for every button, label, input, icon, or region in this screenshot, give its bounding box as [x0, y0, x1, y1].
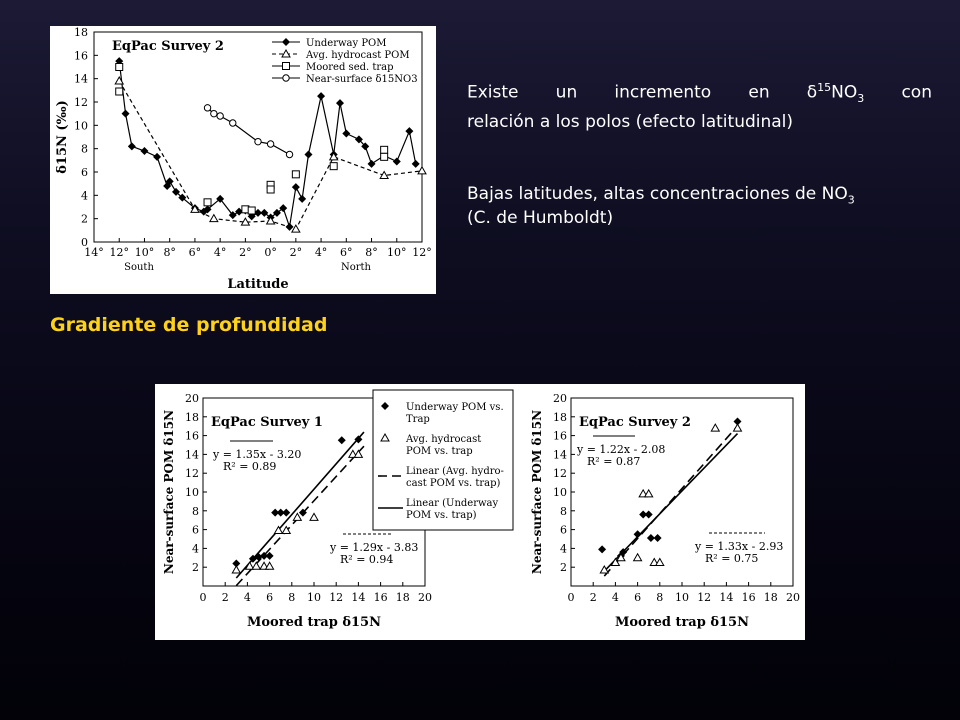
data-point [304, 151, 312, 159]
data-point [317, 92, 325, 100]
data-point [330, 163, 337, 170]
data-point [210, 215, 218, 222]
data-point [293, 513, 301, 520]
x-tick-label: 18 [763, 591, 778, 604]
annotation-r2: R² = 0.94 [340, 553, 394, 566]
data-point [298, 195, 306, 203]
data-point [381, 146, 388, 153]
y-tick-label: 12 [553, 467, 567, 481]
data-point [734, 424, 742, 431]
x-tick-label: 18 [395, 591, 410, 604]
series-line [119, 81, 422, 229]
x-tick-label: 4 [611, 591, 619, 604]
data-point [122, 110, 130, 118]
annotation-r2: R² = 0.89 [223, 460, 277, 473]
y-tick-label: 18 [553, 410, 567, 424]
data-point [418, 167, 426, 174]
legend-marker [283, 75, 289, 81]
x-sublabel-south: South [124, 262, 154, 273]
annotation-equation: y = 1.29x - 3.83 [330, 541, 419, 554]
x-tick-label: 12 [329, 591, 344, 604]
x-tick-label: 0 [199, 591, 207, 604]
y-tick-label: 8 [560, 504, 567, 518]
y-tick-label: 16 [185, 429, 199, 443]
y-tick-label: 2 [560, 561, 567, 575]
annotation-equation: y = 1.33x - 2.93 [695, 540, 784, 553]
text-line-2: relación a los polos (efecto latitudinal) [467, 112, 794, 132]
legend-label: Underway POM vs. [406, 402, 504, 413]
data-point [204, 105, 210, 111]
chart-title: EqPac Survey 2 [579, 415, 691, 430]
y-tick-label: 16 [553, 429, 567, 443]
x-tick-label: 6° [188, 246, 202, 259]
y-tick-label: 4 [192, 542, 199, 556]
x-tick-label: 20 [418, 591, 432, 604]
y-tick-label: 20 [185, 392, 199, 405]
data-point [412, 160, 420, 168]
legend-label: Linear (Avg. hydro- [406, 466, 504, 477]
series-1 [115, 77, 426, 232]
data-point [368, 160, 376, 168]
x-tick-label: 10 [675, 591, 689, 604]
data-point [405, 127, 413, 135]
scatter-charts-panel [155, 384, 805, 640]
y-tick-label: 10 [553, 486, 567, 499]
x-tick-label: 2 [589, 591, 597, 604]
x-tick-label: 10 [307, 591, 321, 604]
legend [272, 38, 418, 85]
x-tick-label: 12° [109, 246, 129, 259]
x-tick-label: 12 [697, 591, 712, 604]
data-point [232, 566, 240, 573]
latitude-chart-panel [50, 26, 436, 294]
data-point [116, 88, 123, 95]
x-tick-label: 10° [387, 246, 407, 259]
y-tick-label: 14 [185, 448, 199, 462]
latitude-chart [50, 26, 436, 294]
x-tick-label: 0 [567, 591, 575, 604]
x-tick-label: 2 [221, 591, 229, 604]
data-point [342, 130, 350, 138]
data-point [286, 151, 292, 157]
section-heading: Gradiente de profundidad [50, 314, 328, 336]
y-axis-label: Near-surface POM δ15N [530, 409, 544, 575]
x-tick-label: 6 [634, 591, 642, 604]
data-point [338, 436, 346, 444]
legend-label: POM vs. trap) [406, 510, 477, 521]
text-line-4: (C. de Humboldt) [467, 208, 614, 228]
x-tick-label: 0° [264, 246, 277, 259]
data-point [393, 158, 401, 166]
x-tick-label: 8° [365, 246, 378, 259]
data-point [354, 450, 362, 457]
x-tick-label: 12° [412, 246, 432, 259]
y-tick-label: 18 [185, 410, 199, 424]
scatter-chart [530, 392, 800, 630]
data-point [381, 153, 388, 160]
x-sublabel-north: North [340, 262, 372, 273]
x-tick-label: 14 [719, 591, 734, 604]
series-2 [116, 64, 388, 215]
legend-label: Near-surface δ15NO3 [306, 74, 418, 85]
y-tick-label: 14 [553, 448, 567, 462]
text-line-3: Bajas latitudes, altas concentraciones de $NO_3$ [467, 184, 855, 207]
data-point [711, 424, 719, 431]
y-tick-label: 18 [74, 26, 88, 39]
x-tick-label: 6 [266, 591, 274, 604]
annotation-equation: y = 1.35x - 3.20 [213, 448, 302, 461]
x-axis-label: Moored trap δ15N [614, 615, 750, 630]
data-point [211, 110, 217, 116]
data-point [248, 207, 255, 214]
legend-label: cast POM vs. trap) [406, 478, 501, 489]
y-tick-label: 14 [74, 72, 88, 86]
data-point [128, 142, 136, 150]
x-tick-label: 20 [786, 591, 800, 604]
y-tick-label: 10 [185, 486, 199, 499]
data-point [292, 225, 300, 232]
y-tick-label: 2 [81, 212, 88, 226]
y-tick-label: 20 [553, 392, 567, 405]
chart-title: EqPac Survey 1 [211, 415, 323, 430]
x-tick-label: 2° [239, 246, 252, 259]
x-tick-label: 4 [243, 591, 251, 604]
y-tick-label: 6 [81, 166, 88, 179]
x-tick-label: 2° [289, 246, 303, 259]
scatter-charts [155, 384, 805, 640]
data-point [645, 511, 653, 519]
y-tick-label: 6 [560, 523, 567, 537]
y-tick-label: 2 [192, 561, 199, 575]
series-3 [204, 105, 292, 158]
x-tick-label: 4° [314, 246, 328, 259]
data-point [267, 141, 273, 147]
annotation-r2: R² = 0.75 [705, 552, 759, 565]
x-tick-label: 10° [134, 246, 155, 259]
x-tick-label: 8 [288, 591, 296, 604]
x-axis-label: Latitude [227, 277, 289, 292]
legend-marker [282, 38, 290, 46]
y-tick-label: 10 [74, 119, 88, 133]
x-axis-label: Moored trap δ15N [246, 615, 382, 630]
x-tick-label: 16 [373, 591, 388, 604]
y-axis-label: δ15N (‰) [55, 100, 70, 174]
data-point [634, 530, 642, 538]
x-tick-label: 8 [656, 591, 664, 604]
legend-label: Avg. hydrocast [406, 434, 482, 445]
y-tick-label: 6 [192, 523, 199, 537]
y-tick-label: 8 [192, 504, 199, 518]
data-point [255, 138, 261, 144]
data-point [634, 554, 642, 561]
text-line-1: Existe un incremento en $\delta^{15}NO_3$ con [467, 81, 932, 106]
legend-label: Linear (Underway [406, 498, 499, 509]
data-point [310, 513, 318, 520]
x-tick-label: 8° [163, 246, 176, 259]
data-point [116, 64, 123, 71]
y-tick-label: 8 [81, 142, 88, 156]
data-point [217, 113, 223, 119]
y-tick-label: 16 [74, 49, 88, 63]
data-point [645, 490, 653, 497]
y-tick-label: 4 [81, 189, 88, 203]
data-point [282, 509, 290, 517]
data-point [654, 534, 662, 542]
data-point [292, 171, 299, 178]
data-point [153, 153, 161, 161]
chart-title: EqPac Survey 2 [112, 39, 224, 54]
annotation-equation: y = 1.22x - 2.08 [577, 443, 666, 456]
data-point [252, 562, 260, 569]
y-tick-label: 12 [185, 467, 199, 481]
data-point [204, 199, 211, 206]
legend-label: Moored sed. trap [306, 62, 394, 73]
x-tick-label: 4° [213, 246, 227, 259]
legend-label: Underway POM [306, 38, 387, 49]
y-axis-label: Near-surface POM δ15N [162, 409, 176, 575]
data-point [600, 566, 608, 573]
legend-label: Trap [406, 414, 430, 425]
y-tick-label: 12 [74, 96, 88, 109]
data-point [230, 120, 236, 126]
legend-label: Avg. hydrocast POM [306, 50, 410, 61]
annotation-r2: R² = 0.87 [587, 455, 641, 468]
x-tick-label: 14 [351, 591, 366, 604]
legend-marker [283, 63, 290, 70]
data-point [266, 562, 274, 569]
y-tick-label: 0 [81, 236, 88, 249]
x-tick-label: 16 [741, 591, 756, 604]
data-point [336, 99, 344, 107]
data-point [598, 545, 606, 553]
legend [373, 390, 513, 530]
x-tick-label: 6° [340, 246, 353, 259]
data-point [656, 559, 664, 566]
legend-label: POM vs. trap [406, 446, 473, 457]
data-point [140, 147, 148, 155]
x-tick-label: 14° [84, 246, 104, 259]
data-point [267, 186, 274, 193]
y-tick-label: 4 [560, 542, 567, 556]
data-point [292, 183, 300, 191]
